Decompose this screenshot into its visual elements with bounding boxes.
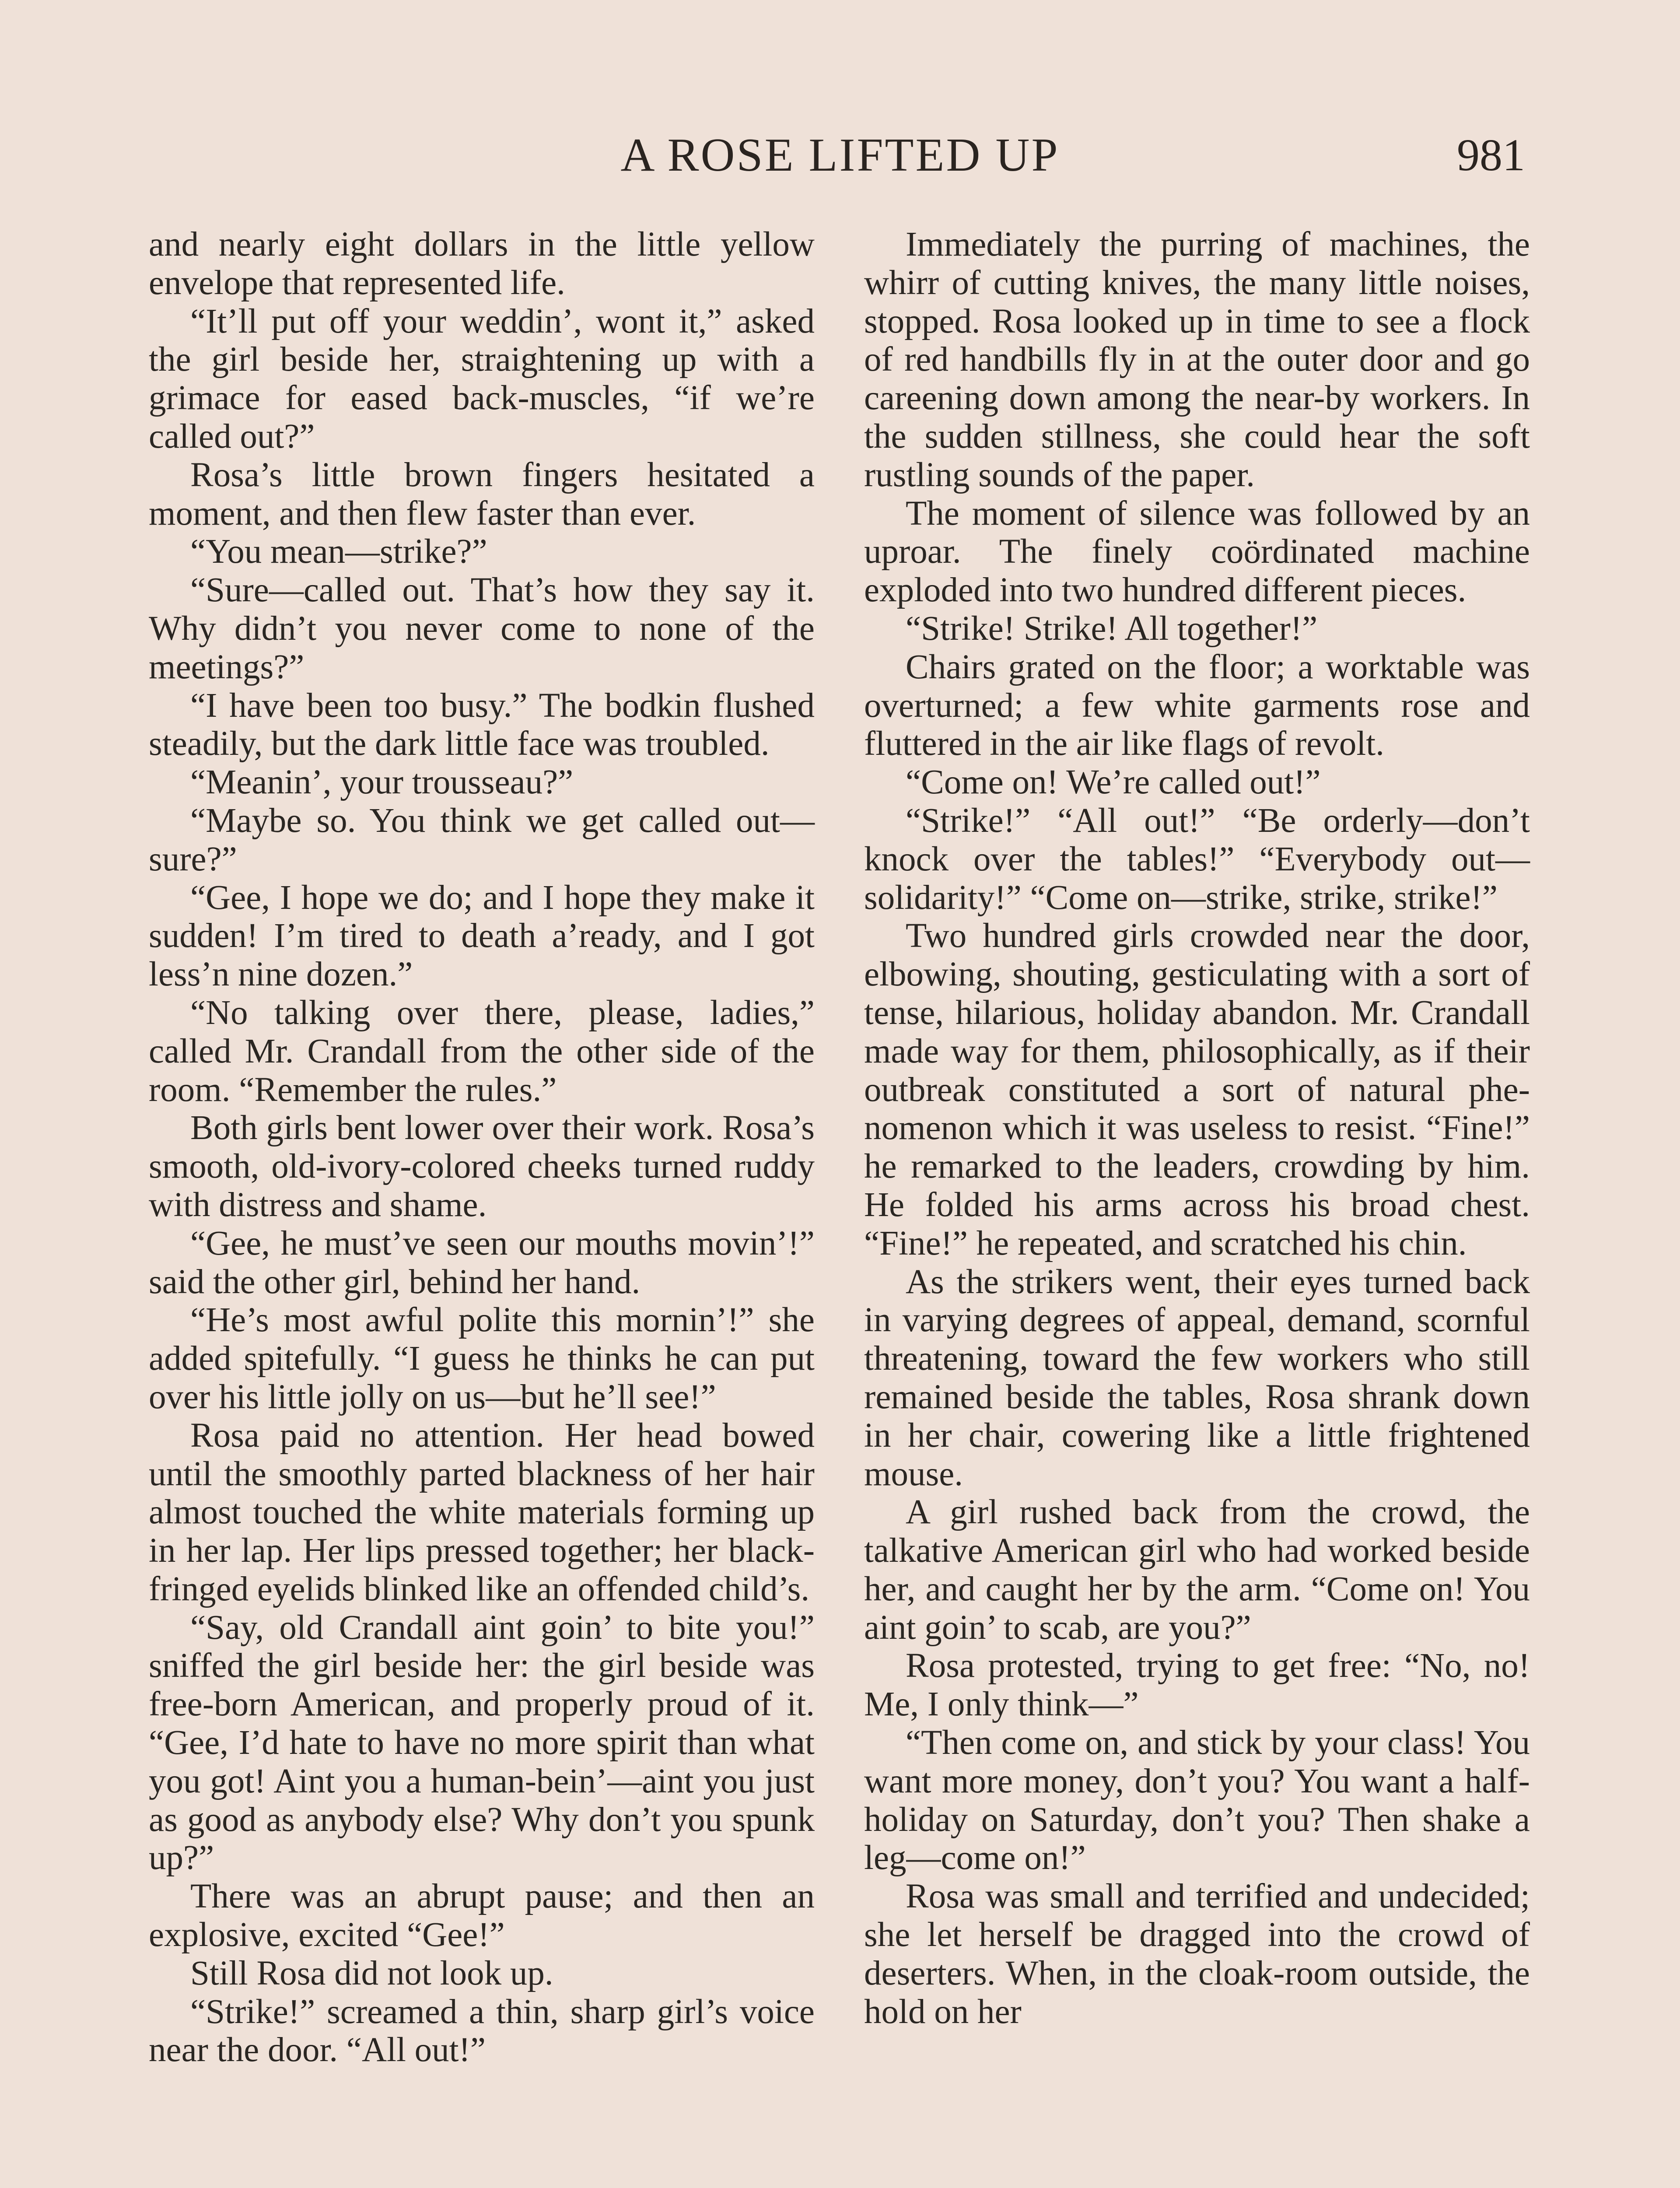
paragraph: “Say, old Crandall aint goin’ to bite you!” sniffed the girl beside her: the girl beside was free-born American, and properly proud of it. “Gee, I’d hate to have no more spirit than what you got! Aint you a human-bein’—aint you just as good as anybody else? Why don’t you spunk up?” xyxy=(149,1608,815,1877)
paragraph: “Then come on, and stick by your class! You want more money, don’t you? You want a half-holiday on Saturday, don’t you? Then shake a leg—come on!” xyxy=(864,1724,1530,1877)
running-header-title: A ROSE LIFTED UP xyxy=(620,129,1060,181)
paragraph: “Come on! We’re called out!” xyxy=(906,763,1321,802)
paragraph: “Strike!” “All out!” “Be orderly—don’t knock over the tables!” “Everybody out—solidarity!” “Come on—strike, strike, strike!” xyxy=(864,801,1530,917)
paragraph: “Gee, I hope we do; and I hope they make it sudden! I’m tired to death a’ready, and I got less’n nine dozen.” xyxy=(149,878,815,994)
paragraph: Still Rosa did not look up. xyxy=(190,1954,553,1992)
left-text-column xyxy=(149,225,815,2188)
paragraph: “Gee, he must’ve seen our mouths movin’!” said the other girl, behind her hand. xyxy=(149,1224,815,1301)
paragraph: Rosa paid no attention. Her head bowed until the smoothly parted blackness of her hair almost touched the white materials forming up in her lap. Her lips pressed together; her black-fringed eyelids blinked like an offended child’s. xyxy=(149,1416,815,1608)
paragraph: “Maybe so. You think we get called out—sure?” xyxy=(149,801,815,878)
paragraph: “I have been too busy.” The bodkin flushed steadily, but the dark little face was troubled. xyxy=(149,686,815,763)
paragraph: “Strike!” screamed a thin, sharp girl’s voice near the door. “All out!” xyxy=(149,1992,815,2069)
paragraph: Two hundred girls crowded near the door, elbowing, shouting, gesticulating with a sort of tense, hilarious, holiday abandon. Mr. Crandall made way for them, philosophically, as if their outbreak constituted a sort of natural phenomenon which it was useless to resist. “Fine!” he remarked to the leaders, crowding by him. He folded his arms across his broad chest. “Fine!” he repeated, and scratched his chin. xyxy=(864,917,1530,1262)
paragraph: Chairs grated on the floor; a worktable was overturned; a few white garments rose and fluttered in the air like flags of revolt. xyxy=(864,648,1530,763)
paragraph: Immediately the purring of machines, the whirr of cutting knives, the many little noises, stopped. Rosa looked up in time to see a flock of red handbills fly in at the outer door and go careening down among the near-by workers. In the sudden stillness, she could hear the soft rustling sounds of the paper. xyxy=(864,225,1530,494)
paragraph: The moment of silence was followed by an uproar. The finely coördinated machine exploded into two hundred different pieces. xyxy=(864,494,1530,610)
paragraph: Both girls bent lower over their work. Rosa’s smooth, old-ivory-colored cheeks turned ruddy with distress and shame. xyxy=(149,1109,815,1224)
paragraph: There was an abrupt pause; and then an explosive, excited “Gee!” xyxy=(149,1877,815,1954)
page-number: 981 xyxy=(1457,130,1525,180)
paragraph: “He’s most awful polite this mornin’!” she added spitefully. “I guess he thinks he can put over his little jolly on us—but he’ll see!” xyxy=(149,1301,815,1416)
paragraph: “Sure—called out. That’s how they say it. Why didn’t you never come to none of the meetings?” xyxy=(149,571,815,686)
paragraph: Rosa protested, trying to get free: “No, no! Me, I only think—” xyxy=(864,1647,1530,1724)
paragraph: As the strikers went, their eyes turned back in varying degrees of appeal, demand, scornful threatening, toward the few workers who still remained beside the tables, Rosa shrank down in her chair, cowering like a little frightened mouse. xyxy=(864,1262,1530,1493)
paragraph: “No talking over there, please, ladies,” called Mr. Crandall from the other side of the room. “Remember the rules.” xyxy=(149,993,815,1109)
paragraph: and nearly eight dollars in the little yellow envelope that represented life. xyxy=(149,225,815,302)
paragraph: “It’ll put off your weddin’, wont it,” asked the girl beside her, straightening up with a grimace for eased back-muscles, “if we’re called out?” xyxy=(149,302,815,456)
paragraph: Rosa’s little brown fingers hesitated a moment, and then flew faster than ever. xyxy=(149,456,815,533)
right-text-column xyxy=(864,225,1530,2188)
paragraph: “Strike! Strike! All together!” xyxy=(906,609,1318,648)
paragraph: Rosa was small and terrified and undecided; she let herself be dragged into the crowd of deserters. When, in the cloak-room outside, the hold on her xyxy=(864,1877,1530,2031)
paragraph: “You mean—strike?” xyxy=(190,533,487,571)
paragraph: “Meanin’, your trousseau?” xyxy=(190,763,574,802)
paragraph: A girl rushed back from the crowd, the talkative American girl who had worked beside her, and caught her by the arm. “Come on! You aint goin’ to scab, are you?” xyxy=(864,1493,1530,1647)
